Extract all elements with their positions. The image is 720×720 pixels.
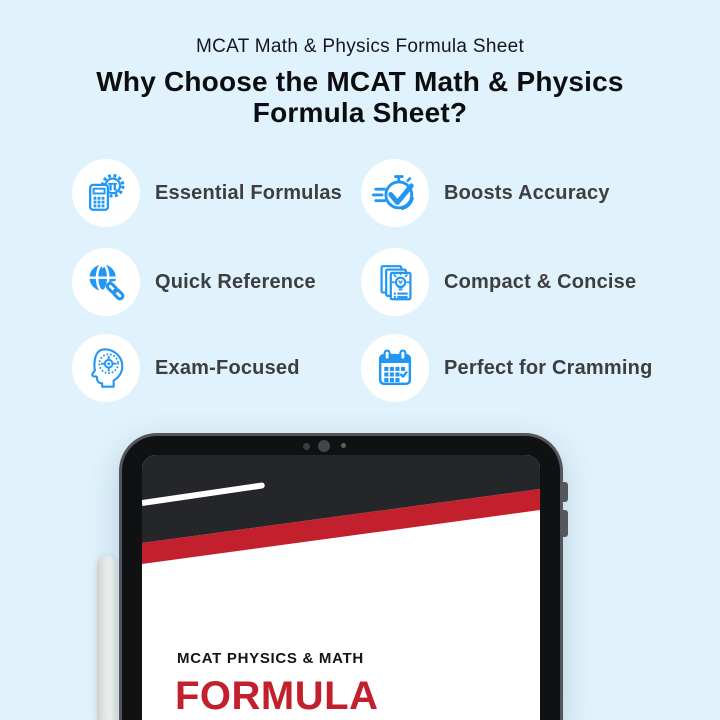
screen-eyebrow-text: MCAT PHYSICS & MATH xyxy=(177,650,364,667)
feature-quick-reference xyxy=(72,248,316,316)
stylus-pencil xyxy=(97,556,117,720)
calculator-pi-icon xyxy=(83,170,129,216)
eyebrow-title: MCAT Math & Physics Formula Sheet xyxy=(195,36,525,57)
tablet-mockup xyxy=(119,433,563,720)
feature-exam-focused xyxy=(72,334,300,402)
feature-icon-circle xyxy=(361,248,429,316)
svg-text:π: π xyxy=(107,179,118,195)
feature-icon-circle xyxy=(72,248,140,316)
feature-label: Perfect for Cramming xyxy=(444,356,653,379)
feature-icon-circle xyxy=(361,334,429,402)
feature-label: Essential Formulas xyxy=(155,181,342,204)
tablet-screen xyxy=(142,455,540,720)
feature-boosts-accuracy xyxy=(361,159,610,227)
volume-down-button xyxy=(562,510,568,537)
head-target-icon xyxy=(83,345,129,391)
feature-icon-circle xyxy=(72,334,140,402)
front-camera-icon xyxy=(318,440,330,452)
page-title-line2: Formula Sheet? xyxy=(252,97,468,128)
calendar-check-icon xyxy=(372,345,418,391)
feature-label: Exam-Focused xyxy=(155,356,300,379)
feature-label: Quick Reference xyxy=(155,270,316,293)
feature-compact-concise xyxy=(361,248,636,316)
camera-sensor-dot xyxy=(341,443,346,448)
feature-essential-formulas xyxy=(72,159,342,227)
stopwatch-check-icon xyxy=(372,170,418,216)
documents-lightbulb-icon xyxy=(372,259,418,305)
page-title-line1: Why Choose the MCAT Math & Physics xyxy=(96,66,624,97)
page-title xyxy=(0,66,720,128)
globe-link-icon xyxy=(83,259,129,305)
feature-perfect-cramming xyxy=(361,334,653,402)
volume-up-button xyxy=(562,482,568,502)
feature-icon-circle xyxy=(361,159,429,227)
feature-icon-circle xyxy=(72,159,140,227)
camera-sensor-dot xyxy=(303,443,310,450)
screen-title-text: FORMULA xyxy=(175,674,379,718)
feature-label: Boosts Accuracy xyxy=(444,181,610,204)
feature-label: Compact & Concise xyxy=(444,270,637,293)
